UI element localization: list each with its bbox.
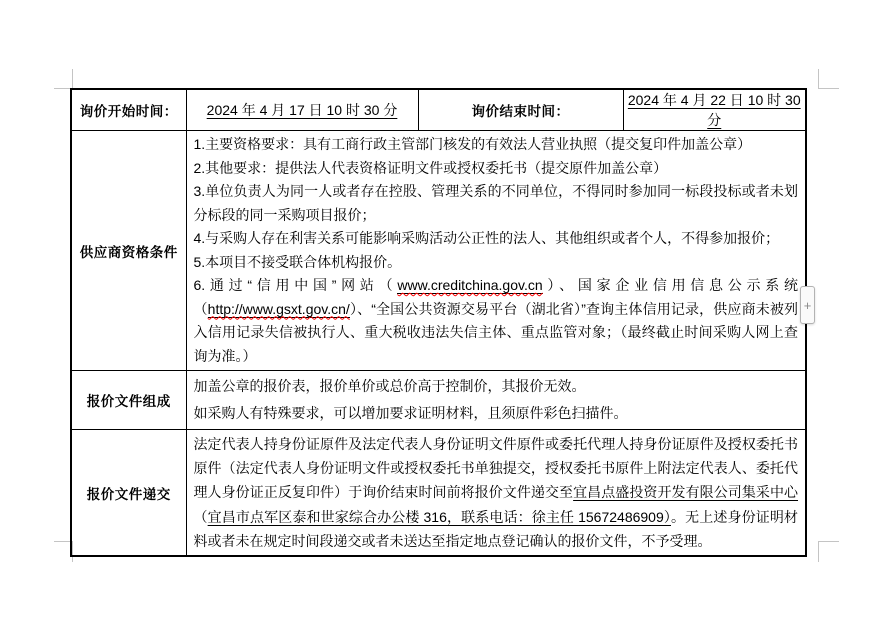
inquiry-end-time-cell[interactable] [623,89,806,131]
table-row [71,430,806,557]
paragraph [194,251,799,275]
text-run: ）、国家企业信用信息公示系统（ [193,277,799,317]
table-row [71,89,806,131]
text-run: 加盖公章的报价表，报价单价或总价高于控制价，其报价无效。 [193,378,586,394]
supplier-qualification-content[interactable] [186,131,806,371]
text-run: （ [193,508,208,525]
text-run: 5.本项目不接受联合体机构报价。 [193,253,402,270]
inquiry-start-time-cell[interactable] [186,89,418,131]
text-run: 6.通过“信用中国”网站（ [193,277,398,293]
quote-document-composition-label[interactable]: 报价文件组成 [71,371,186,430]
quote-document-composition-content[interactable] [186,371,806,430]
crop-mark-top-left [54,69,73,89]
inquiry-table [70,88,807,557]
text-run: 4.与采购人存在利害关系可能影响采购活动公正性的法人、其他组织或者个人，不得参加报价； [193,230,780,246]
text-run: 法定代表人持身份证原件及法定代表人身份证明文件原件或委托代理人持身份证原件及授权委托书原件（法定代表人身份证明文件或授权委托书单独提交，授权委托书原件上附法定代表人、委托代理人身份证正反复印件）于询价结束时间前将报价文件递交至 [193,436,798,501]
paragraph [194,180,799,227]
text-run: 宜昌点盛投资开发有限公司集采中心 [573,484,799,501]
hyperlink-text: www.creditchina.gov.cn [397,277,543,293]
crop-mark-top-right [818,69,839,89]
text-run: ）、“全国公共资源交易平台（湖北省）”查询主体信用记录，供应商未被列入信用记录失信被执行人、重大税收违法失信主体、重点监管对象；（最终截止时间采购人网上查询为准。） [193,300,799,364]
quote-document-submission-content[interactable] [186,430,806,557]
inquiry-end-time-label[interactable]: 询价结束时间： [418,89,623,131]
inquiry-start-time-label[interactable]: 询价开始时间： [71,89,186,131]
crop-mark-bottom-right [818,541,839,562]
paragraph [194,400,799,427]
text-run: 如采购人有特殊要求，可以增加要求证明材料，且须原件彩色扫描件。 [193,405,628,421]
inquiry-start-time-value: 2024 年 4 月 17 日 10 时 30 分 [206,102,398,118]
table-insert-button[interactable] [800,286,815,324]
table-row [71,371,806,430]
plus-icon: + [803,297,812,313]
text-run: 1.主要资格要求：具有工商行政主管部门核发的有效法人营业执照（提交复印件加盖公章） [193,136,752,152]
text-run: 2.其他要求：提供法人代表资格证明文件或授权委托书（提交原件加盖公章） [193,159,668,176]
paragraph [194,432,799,553]
inquiry-end-time-value: 2024 年 4 月 22 日 10 时 30 分 [627,92,801,128]
paragraph [194,373,799,400]
supplier-qualification-label[interactable]: 供应商资格条件 [71,131,186,371]
paragraph [194,274,799,368]
table-row [71,131,806,371]
text-run: 宜昌市点军区泰和世家综合办公楼 316，联系电话：徐主任 15672486909） [207,508,671,525]
quote-document-submission-label[interactable]: 报价文件递交 [71,430,186,557]
paragraph [194,133,799,157]
hyperlink-text: http://www.gsxt.gov.cn/ [207,300,350,317]
paragraph [194,157,799,181]
text-run: 3.单位负责人为同一人或者存在控股、管理关系的不同单位，不得同时参加同一标段投标或者未划分标段的同一采购项目报价； [193,183,798,223]
paragraph [194,227,799,251]
text-run: 。无上述身份证明材料或者未在规定时间段递交或者未送达至指定地点登记确认的报价文件，不予受理。 [193,508,798,549]
